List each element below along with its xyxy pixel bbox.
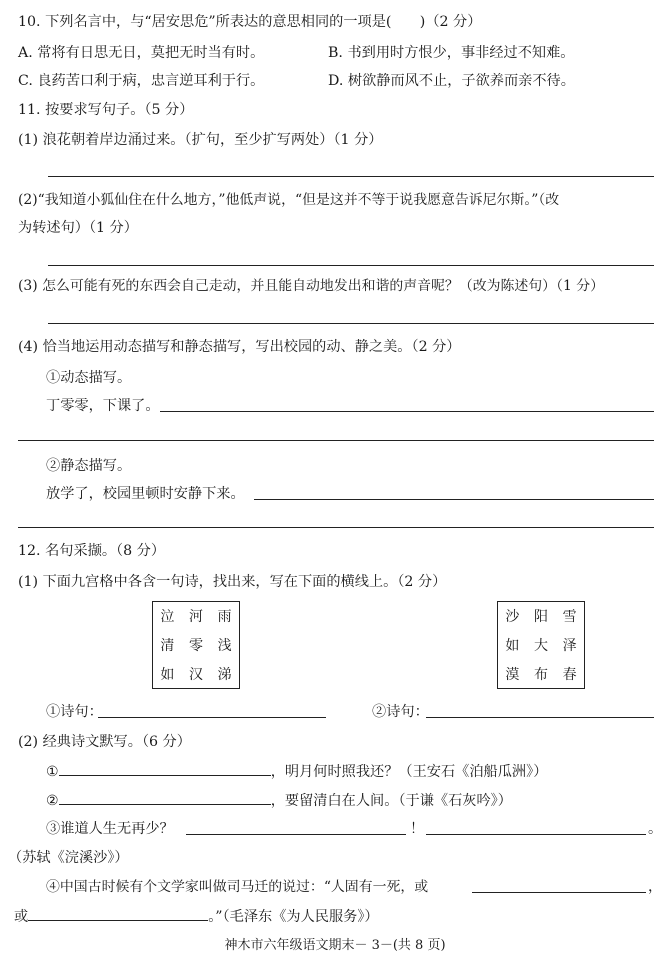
q10-stem: 10. 下列名言中，与“居安思危”所表达的意思相同的一项是( )（2 分） [18, 14, 482, 30]
nine-grid-2 [497, 601, 585, 689]
q11-part2-line2: 为转述句）（1 分） [18, 220, 138, 236]
static-desc-answer-line[interactable] [254, 499, 654, 500]
fill-2 [46, 790, 512, 811]
grid2-cell: 春 [562, 666, 577, 683]
fill-3-end: 。 [648, 821, 663, 837]
dynamic-desc-answer-line[interactable] [160, 411, 654, 412]
q11-part3: (3) 怎么可能有死的东西会自己走动，并且能自动地发出和谐的声音呢？（改为陈述句）（1 分） [18, 278, 605, 294]
static-desc-start: 放学了，校园里顿时安静下来。 [46, 486, 245, 502]
poem-2-label: ②诗句： [372, 704, 429, 720]
fill-4-line2 [14, 906, 379, 927]
grid1-cell: 浅 [217, 637, 232, 654]
grid1-cell: 汉 [188, 666, 203, 683]
fill-2-number: ② [46, 793, 59, 809]
q11-title: 11. 按要求写句子。（5 分） [18, 102, 194, 118]
q10-option-a[interactable]: A. 常将有日思无日，莫把无时当有时。 [18, 45, 265, 61]
q10-option-b[interactable]: B. 书到用时方恨少，事非经过不知难。 [328, 45, 575, 61]
grid2-cell: 沙 [505, 609, 520, 626]
q10-option-c[interactable]: C. 良药苦口利于病，忠言逆耳利于行。 [18, 73, 265, 89]
poem-2-answer-line[interactable] [426, 717, 654, 718]
dynamic-desc-label: ①动态描写。 [46, 370, 132, 386]
poem-1-label: ①诗句： [46, 704, 103, 720]
fill-4-answer-line-1[interactable] [472, 892, 646, 893]
grid1-cell: 雨 [217, 609, 232, 626]
grid1-cell: 清 [160, 637, 175, 654]
grid2-cell: 大 [533, 637, 548, 654]
q11-part1-answer-line[interactable] [48, 176, 654, 177]
grid1-cell: 如 [160, 666, 175, 683]
q11-part2-answer-line[interactable] [48, 265, 654, 266]
fill-2-answer-line[interactable] [59, 790, 271, 805]
fill-4-text: ④中国古时候有个文学家叫做司马迁的说过：“人固有一死，或 [46, 879, 429, 895]
fill-4-answer-line-2[interactable] [28, 906, 208, 921]
grid2-cell: 雪 [562, 609, 577, 626]
q12-title: 12. 名句采撷。（8 分） [18, 543, 166, 559]
fill-4-line2-end: 。”（毛泽东《为人民服务》） [208, 909, 379, 925]
grid1-cell: 泣 [160, 609, 175, 626]
fill-3-answer-line-2[interactable] [426, 834, 646, 835]
grid1-cell: 涕 [217, 666, 232, 683]
q11-part3-answer-line[interactable] [48, 323, 654, 324]
grid2-cell: 阳 [533, 609, 548, 626]
grid2-cell: 泽 [562, 637, 577, 654]
fill-2-text: ，要留清白在人间。（于谦《石灰吟》） [270, 793, 512, 809]
fill-1 [46, 761, 547, 782]
static-desc-answer-line-2[interactable] [18, 527, 654, 528]
q12-part1: (1) 下面九宫格中各含一句诗，找出来，写在下面的横线上。（2 分） [18, 574, 447, 590]
page-footer: 神木市六年级语文期末－ 3－(共 8 页) [224, 938, 446, 953]
grid2-cell: 布 [533, 666, 548, 683]
q11-part1: (1) 浪花朝着岸边涌过来。（扩句，至少扩写两处）（1 分） [18, 132, 383, 148]
grid1-cell: 河 [188, 609, 203, 626]
fill-1-answer-line[interactable] [59, 761, 271, 776]
dynamic-desc-start: 丁零零，下课了。 [46, 398, 160, 414]
q10-option-d[interactable]: D. 树欲静而风不止，子欲养而亲不待。 [328, 73, 575, 89]
dynamic-desc-answer-line-2[interactable] [18, 440, 654, 441]
grid2-cell: 漠 [505, 666, 520, 683]
q12-part2: (2) 经典诗文默写。（6 分） [18, 734, 191, 750]
fill-1-text: ，明月何时照我还？（王安石《泊船瓜洲》） [270, 764, 548, 780]
q11-part4: (4) 恰当地运用动态描写和静态描写，写出校园的动、静之美。（2 分） [18, 339, 461, 355]
grid2-cell: 如 [505, 637, 520, 654]
fill-3-mid: ！ [410, 821, 425, 837]
nine-grid-1 [152, 601, 240, 689]
fill-3-answer-line-1[interactable] [186, 834, 406, 835]
fill-4-comma: ， [648, 879, 663, 895]
fill-4-line2-start: 或 [14, 909, 29, 925]
poem-1-answer-line[interactable] [98, 717, 326, 718]
grid1-cell: 零 [188, 637, 203, 654]
fill-3-source: （苏轼《浣溪沙》） [8, 850, 129, 866]
q11-part2-line1: (2)“我知道小狐仙住在什么地方，”他低声说，“但是这并不等于说我愿意告诉尼尔斯。”（改 [18, 192, 560, 208]
fill-3-text: ③谁道人生无再少？ [46, 821, 174, 837]
fill-1-number: ① [46, 764, 59, 780]
static-desc-label: ②静态描写。 [46, 458, 132, 474]
